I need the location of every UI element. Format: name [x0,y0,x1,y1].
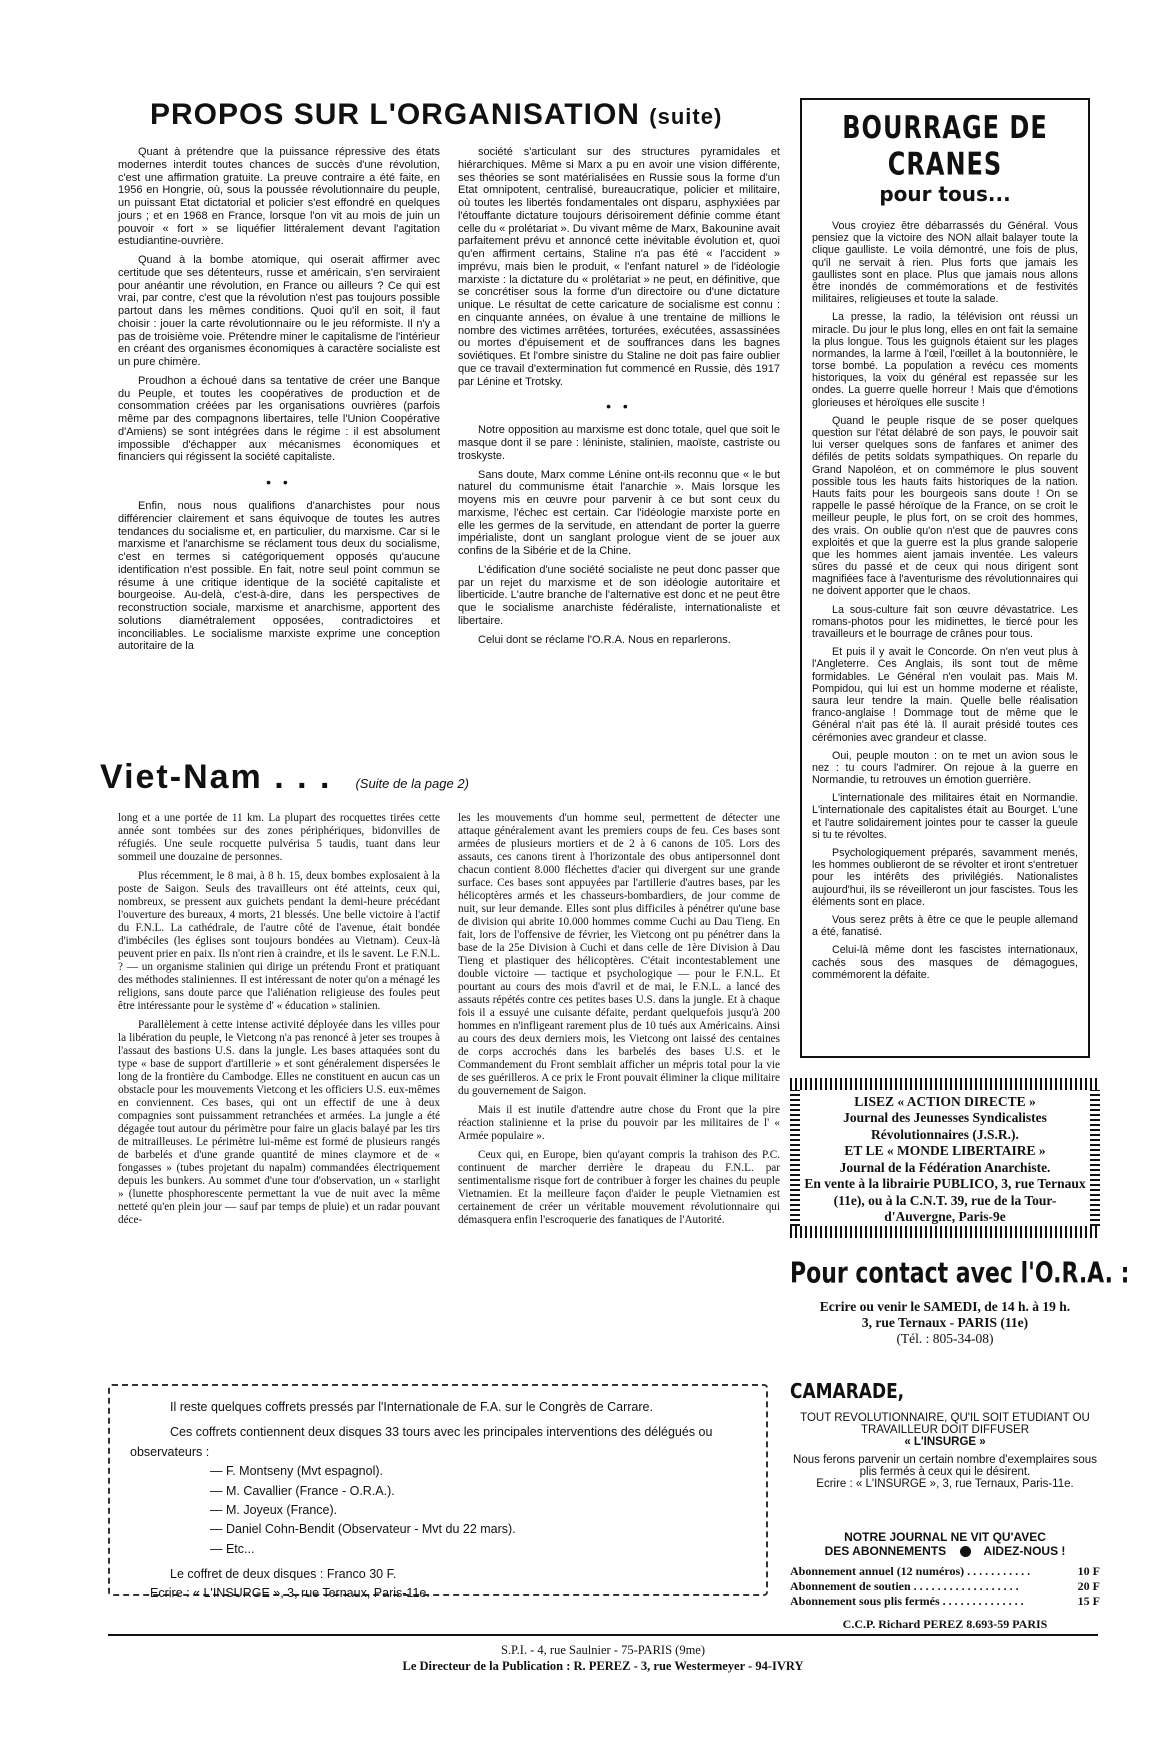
separator-dots: • • [606,398,632,415]
paragraph: société s'articulant sur des structures pyramidales et hiérarchiques. Même si Marx a pu en avoir une vision différente, ses théories se sont matérialisées en Russie sous la forme d'un Etat omnipotent, centralisé, bureaucratique, policier et militaire, où toutes les libertés fondamentales ont disparu, asphyxiées par l'étouffante dictature toujours dérisoirement définie comme étant celle du « prolétariat ». Du vivant même de Marx, Bakounine avait parfaitement prévu et annoncé cette inévitable évolution et, quoi qu'en affirment certains, Staline n'a pas été « l'accident » imprévu, mais bien le produit, « l'enfant naturel » de l'idéologie marxiste : la dictature du « prolétariat » ne peut, en définitive, que se concrétiser sous la forme d'un directoire ou d'une dictature unique. Le résultat de cette caricature de socialisme est connu : en cinquante années, on évalue à une trentaine de millions le nombre des victimes arrêtées, torturées, exécutées, assassinées ou mortes d'épuisement et de souffrances dans les bagnes soviétiques. Et l'ombre sinistre du Staline ne doit pas faire oublier que ce travail d'extermination fut commencé en Russie, dès 1917 par Lénine et Trotsky. [458,146,780,388]
decorative-border-bottom [790,1226,1100,1238]
coffrets-address: Ecrire : « L'INSURGE », 3, rue Ternaux, Paris-11e. [150,1586,430,1601]
abonnement-price: 20 F [1077,1579,1100,1593]
lisez-line: Journal de la Fédération Anarchiste. [839,1159,1051,1175]
abonnement-label: Abonnement de soutien . . . . . . . . . . . . . . . . . . [790,1579,1019,1593]
abonnement-price: 15 F [1077,1594,1100,1608]
paragraph: Celui-là même dont les fascistes internationaux, cachés sous des masques de démagogues, commémorent la défaite. [812,944,1078,981]
paragraph: Vous serez prêts à être ce que le peuple allemand a été, fanatisé. [812,913,1078,939]
article-title [150,98,770,132]
abonnement-label: Abonnement sous plis fermés . . . . . . . . . . . . . . [790,1594,1024,1608]
paragraph: Vous croyiez être débarrassés du Général. Vous pensiez que la victoire des NON allait balayer toute la clique gaulliste. Le voila démontré, une fois de plus, qu'il ne servait à rien. Plus forts que jamais les gaullistes sont en place. Plus que jamais nous allons être inondés de commémorations et de festivités militaires, religieuses et toute la salade. [812,220,1078,306]
article1-right-column [458,146,780,652]
abonnement-price: 10 F [1077,1564,1100,1578]
list-item: — Etc... [210,1541,255,1556]
vietnam-left-column [118,812,440,1233]
paragraph: Mais il est inutile d'attendre autre chose du Front que la pire réaction stalinienne et la prise du pouvoir par les militaires de l' « Armée populaire ». [458,1103,780,1142]
abonnements-section [790,1530,1100,1632]
abonnement-row [790,1594,1100,1609]
paragraph: Psychologiquement préparés, savamment menés, les hommes oublieront de se révolter et iront s'entretuer pour les intérêts des privilégiés. Nationalistes aujourd'hui, ils se réveilleront un jour fascistes. Tous les éléments sont en place. [812,847,1078,908]
decorative-border-right [1090,1090,1100,1226]
abonnement-label: Abonnement annuel (12 numéros) . . . . . . . . . . . [790,1564,1031,1578]
paragraph: Enfin, nous nous qualifions d'anarchistes pour nous différencier clairement et sans équivoque de toutes les autres tendances du socialisme et, en particulier, du marxisme. Car si le marxisme et l'anarchisme se réclament tous deux du socialisme, c'est en termes si catégoriquement opposés qu'aucune identification n'est possible. En fait, notre seul point commun se résume à une critique identique de la société capitaliste et bourgeoise. Au-delà, c'est-à-dire, dans les perspectives de reconstruction sociale, marxisme et anarchisme, apportent des solutions diamétralement opposées, contradictoires et inconciliables. Le socialisme marxiste exprime une conception autoritaire de la [118,500,440,653]
camarade-line: « L'INSURGE » [904,1436,986,1448]
paragraph: Notre opposition au marxisme est donc totale, quel que soit le masque dont il se pare : léniniste, stalinien, maoïste, castriste ou troskyste. [458,424,780,462]
paragraph: Quant à prétendre que la puissance répressive des états modernes interdit toutes chances de succès d'une révolution, c'est une affirmation gratuite. La preuve contraire a été faite, en 1956 en Hongrie, où, sous la poussée révolutionnaire du peuple, un puissant Etat dictatorial et policier s'est effondré en quelques jours ; et en 1968 en France, lorsque l'on vit au mois de juin un pouvoir « fort » se liquéfier littéralement devant l'agitation estudiantine-ouvrière. [118,146,440,248]
camarade-line: Ecrire : « L'INSURGE », 3, rue Ternaux, Paris-11e. [816,1478,1074,1490]
paragraph: La sous-culture fait son œuvre dévastatrice. Les romans-photos pour les midinettes, le tiercé pour les travailleurs et le bourrage de crânes pour tous. [812,603,1078,640]
coffrets-intro: Il reste quelques coffrets pressés par l'Internationale de F.A. sur le Congrès de Carrare. [170,1400,653,1414]
lisez-line: Journal des Jeunesses Syndicalistes Révolutionnaires (J.S.R.). [843,1110,1047,1142]
paragraph: Et puis il y avait le Concorde. On n'en veut plus à l'Angleterre. Ces Anglais, ils sont tout de même formidables. Le Général n'en voulait pas. Mais M. Pompidou, qui lui est un homme moderne et réaliste, saura leur tendre la main. Quelle belle réalisation franco-anglaise ! Dommage tout de même que le Général n'ait pas été là. Il aurait présidé toutes ces cérémonies avec grandeur et classe. [812,646,1078,744]
lisez-line: En vente à la librairie PUBLICO, 3, rue Ternaux (11e), ou à la C.N.T. 39, rue de la Tour-d'Auvergne, Paris-9e [804,1176,1086,1225]
paragraph: Quand le peuple risque de se poser quelques question sur l'état délabré de son pays, le pouvoir sait lui verser quelques sons de fanfares et animer des défilés de petits soldats sympathiques. On reparle du Grand Napoléon, et on commémore le plus souvent possible tous les hauts faits historiques de la nation. Hauts faits pour les bourgeois sans doute ! On se rappelle le passé héroïque de la France, on se croit le meilleur peuple, le plus fort, on se croit des hommes, des vrais. On oublie qu'on n'est que de pauvres cons exploités et que la guerre est la plus grande saloperie que les hommes aient jamais inventée. Les valeurs sûres du passé et de ceux qui nous dirigent sont magnifiées face à l'aventurisme des révolutionnaires qui ne doivent apporter que le chaos. [812,414,1078,598]
list-item: — F. Montseny (Mvt espagnol). [210,1464,383,1479]
camarade-title: CAMARADE, [790,1380,905,1404]
decorative-border-left [790,1090,800,1226]
lisez-line: ET LE « MONDE LIBERTAIRE » [844,1143,1046,1159]
list-item: — Daniel Cohn-Bendit (Observateur - Mvt du 22 mars). [210,1522,516,1537]
contact-line: (Tél. : 805-34-08) [896,1331,994,1346]
journal-subheading-left: DES ABONNEMENTS [824,1544,947,1558]
decorative-border-top [790,1078,1100,1090]
list-item: — M. Joyeux (France). [210,1502,338,1517]
footer-director: Le Directeur de la Publication : R. PEREZ - 3, rue Westermeyer - 94-IVRY [402,1659,804,1674]
article-title-suite: (suite) [649,104,723,129]
list-item: — M. Cavallier (France - O.R.A.). [210,1483,395,1498]
paragraph: Proudhon a échoué dans sa tentative de créer une Banque du Peuple, et toutes les coopératives de production et de consommation créées par les organisations ouvrières (parfois même par des compagnons libertaires, telle l'Union Coopérative d'Amiens) se sont intégrées dans le régime : il est absolument impossible d'échapper aux mécanismes économiques et financiers qui régissent la société capitaliste. [118,374,440,464]
lisez-content [800,1090,1090,1226]
contact-line: 3, rue Ternaux - PARIS (11e) [861,1315,1029,1330]
footer-rule [108,1634,1098,1636]
paragraph: Quand à la bombe atomique, qui oserait affirmer avec certitude que ses détenteurs, russe et américain, s'en serviraient pour anéantir une révolution, en France ou ailleurs ? Ce qui est vrai, par contre, c'est que la révolution n'est pas toujours possible partout dans les mêmes conditions. Quoi qu'il en soit, il faut choisir : jouer la carte révolutionnaire ou le jeu réformiste. Il n'y a pas de troisième voie. Prétendre miner le capitalisme de l'intérieur en créant des organismes économiques à caractère socialiste est un pure chimère. [118,254,440,368]
vietnam-right-column [458,812,780,1233]
paragraph: Oui, peuple mouton : on te met un avion sous le nez : tu cours l'admirer. On rejoue à la guerre en Normandie, tu retrouves un émotion guerrière. [812,749,1078,787]
journal-subheading-right: AIDEZ-NOUS ! [983,1544,1066,1558]
paragraph: long et a une portée de 11 km. La plupart des rocquettes tirées cette année sont tombées sur des zones périphériques, bidonvilles de réfugiés. Une seule rocquette pulvérisa 5 taudis, tuant dans leur sommeil une douzaine de personnes. [118,812,440,863]
paragraph: La presse, la radio, la télévision ont réussi un miracle. Du jour le plus long, elles en ont fait la semaine la plus longue. Tous les guignols étaient sur les plages normandes, la larme à l'œil, l'œillet à la boutonnière, le torse bombé. La population a revécu ces moments historiques, la voix du général est repassée sur les ondes. La guerre quelle horreur ! Mais que d'émotions glorieuses et héroïques elle suscite ! [812,311,1078,409]
coffrets-contents: Ces coffrets contiennent deux disques 33 tours avec les principales interventions des délégués ou observateurs : [130,1425,713,1459]
abonnement-row [790,1564,1100,1579]
vietnam-header [100,758,780,797]
bourrage-body [812,220,1078,981]
paragraph: les les mouvements d'un homme seul, permettent de détecter une attaque généralement avant les premiers coups de feu. Ces bases sont armées de plusieurs mortiers et de 2 à 6 canons de 105. Lors des assauts, ces canons tirent à l'horizontale des obus antipersonnel dont chacun contient 8.000 fléchettes d'acier qui divergent sur une grande surface. Ces bases sont appuyées par l'artillerie d'autres bases, par les hélicoptères armés et les chasseurs-bombardiers, de jour comme de nuit, sur leur demande. Elles sont plus difficiles à pénétrer qu'une base de division qui abrite 10.000 hommes comme Cuchi au Dau Tieng. En fait, lors de l'offensive de février, les Vietcong ont pu pénétrer dans la base de la 25e Division à Cuchi et dans celle de 1ère Division à Dau Tieng et plastiquer des hélicoptères. C'était incontestablement une double victoire — tactique et psychologique — pour le F.N.L. Et pourtant au cours des mois d'avril et de mai, le F.N.L. a lancé des assauts répétés contre ces petites bases U.S. dans la jungle. Et à chaque fois il a essuyé une cuisante défaite, perdant quelquefois jusqu'à 200 hommes en n'infligeant rarement plus de 10 tués aux Américains. Ainsi au cours des deux derniers mois, les Vietcong ont laissé des centaines de corps accrochés dans les barbelés des bases U.S. et le Commandement du Front semblait afficher un mépris total pour la vie de ses guérilleros. A ce prix le Front pouvait éliminer la clique militaire du gouvernement de Saigon. [458,812,780,1097]
paragraph: Plus récemment, le 8 mai, à 8 h. 15, deux bombes explosaient à la poste de Saigon. Seuls des travailleurs ont été atteints, ceux qui, nombreux, se pressent aux guichets pendant la demi-heure précédant l'ouverture des bureaux, 4 morts, 21 blessés. Une belle victoire à l'actif du F.N.L. La cathédrale, de l'autre côté de l'avenue, était bondée d'imbéciles (les églises sont toujours bondées au Vietnam). Ceux-là peuvent prier en paix. Ils n'ont rien à craindre, et ils le savent. Le F.N.L. ? — un organisme stalinien qui dirige un prétendu Front et pratiquant des méthodes staliniennes. Il est intéressant de noter qu'on a ménagé les religions, sans doute parce que l'aliénation religieuse des foules peut être intéressante pour le système d' « éducation » stalinien. [118,869,440,1012]
abonnement-list [790,1564,1100,1609]
camarade-line: Nous ferons parvenir un certain nombre d'exemplaires sous plis fermés à ceux qui le désirent. [793,1454,1097,1478]
paragraph: Sans doute, Marx comme Lénine ont-ils reconnu que « le but naturel du communisme était l'anarchie ». Mais lorsque les moyens mis en œuvre pour parvenir à ce but sont ceux du marxisme, l'échec est certain. Car l'idéologie marxiste porte en elle les germes de la servitude, en attendant de porter la guerre impérialiste, dont un sanglant prologue vient de se jouer aux confins de la Sibérie et de la Chine. [458,468,780,558]
paragraph: Ceux qui, en Europe, bien qu'ayant compris la trahison des P.C. continuent de marcher derrière le drapeau du F.N.L. par sentimentalisme risque fort de contribuer à forger les chaines du peuple Vietnamien. Et la meilleure façon d'aider le peuple Vietnamien est certainement de créer un véritable mouvement révolutionnaire qui démasquera enfin l'escroquerie des fanatiques de l'Autorité. [458,1148,780,1226]
coffrets-price: Le coffret de deux disques : Franco 30 F. [170,1567,397,1581]
abonnement-row [790,1579,1100,1594]
bourrage-title: BOURRAGE DE CRANES [842,109,1048,183]
paragraph: L'édification d'une société socialiste ne peut donc passer que par un rejet du marxisme et de son idéologie autoritaire et liberticide. L'autre branche de l'alternative est donc et ne peut être que le socialisme anarchiste fédéraliste, internationaliste et libertaire. [458,563,780,627]
lisez-line: LISEZ « ACTION DIRECTE » [854,1094,1036,1109]
paragraph: Celui dont se réclame l'O.R.A. Nous en reparlerons. [478,633,731,646]
separator-dots: • • [266,474,292,490]
ccp-line: C.C.P. Richard PEREZ 8.693-59 PARIS [842,1617,1048,1631]
circle-icon [960,1546,971,1557]
article-title-text: PROPOS SUR L'ORGANISATION [150,98,640,131]
vietnam-suite: (Suite de la page 2) [355,776,469,791]
paragraph: L'internationale des militaires était en Normandie. L'internationale des capitalistes était au Bourget. L'une et l'autre solidairement jointes pour te casser la gueule si tu te révoltes. [812,792,1078,841]
paragraph: Parallèlement à cette intense activité déployée dans les villes pour la libération du peuple, le Vietcong n'a pas renoncé à jeter ses troupes à l'assaut des bastions U.S. dans la jungle. Les bases attaquées sont du type « base de support d'artillerie » et sont généralement dispersées le long de la frontière du Cambodge. Elles ne constituent en aucun cas un obstacle pour les mouvements Vietcong et les officiers U.S. eux-mêmes en conviennent. Ces bases, qui ont un effectif de une à deux compagnies sont puissamment retranchées et armées. La jungle a été dégagée tout autour du périmètre pour faire un glacis balayé par les tirs de mitrailleuses. Le périmètre lui-même est formé de plusieurs rangés de barbelés et d'une grande quantité de mines claymore et de « fongasses » (tubes projetant du napalm) commandées électriquement depuis les bunkers. Au sommet d'une tour d'observation, un « starlight » (lunette phosphorescente permettant la vue de nuit avec la même netteté qu'en plein jour — sauf par temps de pluie) et un radar pouvant déce- [118,1018,440,1226]
contact-title: Pour contact avec l'O.R.A. : [790,1258,1130,1291]
contact-section [790,1258,1130,1347]
bourrage-box [800,98,1090,1058]
contact-line: Ecrire ou venir le SAMEDI, de 14 h. à 19 h. [819,1299,1071,1314]
journal-subheading [790,1544,1100,1558]
camarade-line: TOUT REVOLUTIONNAIRE, QU'IL SOIT ETUDIANT OU TRAVAILLEUR DOIT DIFFUSER [800,1412,1090,1436]
vietnam-title: Viet-Nam . . . [100,758,332,796]
bourrage-subtitle: pour tous... [879,182,1011,206]
coffrets-box [108,1384,768,1601]
footer-printer: S.P.I. - 4, rue Saulnier - 75-PARIS (9me) [500,1643,706,1657]
lisez-box [790,1078,1100,1238]
camarade-section [790,1380,1100,1490]
journal-heading: NOTRE JOURNAL NE VIT QU'AVEC [844,1530,1046,1544]
article1-left-column [118,146,440,659]
footer [108,1642,1098,1675]
